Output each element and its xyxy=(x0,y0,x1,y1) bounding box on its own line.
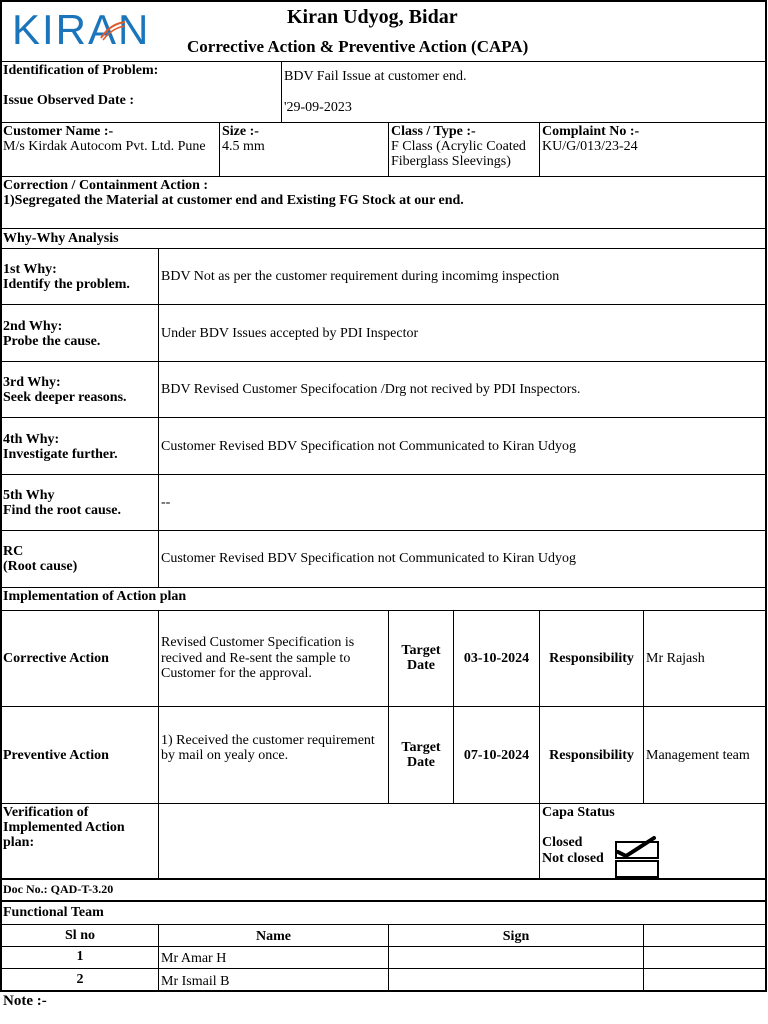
border xyxy=(539,122,540,176)
col-name: Name xyxy=(256,929,291,944)
responsibility-label: Responsibility xyxy=(549,651,634,666)
team-row-name: Mr Amar H xyxy=(161,951,227,966)
border xyxy=(0,900,767,902)
customer-label: Customer Name :- xyxy=(3,124,114,139)
identification-value: BDV Fail Issue at customer end. xyxy=(284,69,467,84)
verification-label: plan: xyxy=(3,835,35,850)
target-label: Target xyxy=(401,643,441,658)
corrective-target-date: 03-10-2024 xyxy=(463,651,530,666)
border xyxy=(219,122,220,176)
border xyxy=(0,946,767,947)
team-row-sl: 1 xyxy=(76,949,84,964)
note-label: Note :- xyxy=(3,993,47,1009)
border xyxy=(281,61,282,122)
capa-status-label: Capa Status xyxy=(542,805,615,820)
preventive-text: 1) Received the customer requirement xyxy=(161,733,375,748)
root-cause-label: RC xyxy=(3,544,24,559)
border xyxy=(0,610,767,611)
why-label: 2nd Why: xyxy=(3,319,63,334)
corrective-responsible: Mr Rajash xyxy=(646,651,705,666)
why-label: Probe the cause. xyxy=(3,334,101,349)
implementation-heading: Implementation of Action plan xyxy=(3,589,187,604)
col-sl-no: Sl no xyxy=(65,928,95,943)
preventive-text: by mail on yealy once. xyxy=(161,748,289,763)
border xyxy=(453,610,454,803)
team-row-sl: 2 xyxy=(76,972,84,987)
company-name: Kiran Udyog, Bidar xyxy=(287,6,458,28)
why-label: Find the root cause. xyxy=(3,503,121,518)
customer-value: M/s Kirdak Autocom Pvt. Ltd. Pune xyxy=(3,139,206,154)
preventive-responsible: Management team xyxy=(646,748,750,763)
border xyxy=(0,990,767,992)
not-closed-checkbox[interactable] xyxy=(616,861,658,877)
why-label: Identify the problem. xyxy=(3,277,130,292)
responsibility-label: Responsibility xyxy=(549,748,634,763)
border xyxy=(643,610,644,803)
size-label: Size :- xyxy=(222,124,259,139)
not-closed-label: Not closed xyxy=(542,851,604,866)
border xyxy=(0,228,767,229)
corrective-action-label: Corrective Action xyxy=(3,651,109,666)
border xyxy=(0,803,767,804)
size-value: 4.5 mm xyxy=(222,139,265,154)
verification-label: Verification of xyxy=(3,805,89,820)
why-label: Investigate further. xyxy=(3,447,118,462)
doc-number: Doc No.: QAD-T-3.20 xyxy=(3,882,114,896)
why-label: 4th Why: xyxy=(3,432,60,447)
border xyxy=(0,530,767,531)
target-label: Target xyxy=(401,740,441,755)
border xyxy=(765,0,767,992)
kiran-logo xyxy=(12,8,162,52)
corrective-text: Customer for the approval. xyxy=(161,666,312,681)
corrective-text: recived and Re-sent the sample to xyxy=(161,651,351,666)
border xyxy=(0,0,2,992)
why-answer: Under BDV Issues accepted by PDI Inspector xyxy=(161,326,419,341)
complaint-value: KU/G/013/23-24 xyxy=(542,139,638,154)
border xyxy=(0,361,767,362)
observed-date-label: Issue Observed Date : xyxy=(3,93,135,108)
border xyxy=(0,248,767,249)
why-label: 1st Why: xyxy=(3,262,57,277)
border xyxy=(0,587,767,588)
col-sign: Sign xyxy=(502,929,530,944)
why-label: Seek deeper reasons. xyxy=(3,390,127,405)
target-label: Date xyxy=(407,658,435,673)
border xyxy=(0,304,767,305)
border xyxy=(0,474,767,475)
why-label: 5th Why xyxy=(3,488,55,503)
preventive-target-date: 07-10-2024 xyxy=(463,748,530,763)
logo-text: KIRAN xyxy=(12,6,151,53)
verification-label: Implemented Action xyxy=(3,820,125,835)
border xyxy=(0,417,767,418)
class-value-line1: F Class (Acrylic Coated xyxy=(391,139,526,154)
border xyxy=(0,176,767,177)
why-answer: Customer Revised BDV Specification not Communicated to Kiran Udyog xyxy=(161,439,577,454)
correction-text: 1)Segregated the Material at customer end and Existing FG Stock at our end. xyxy=(3,193,464,208)
why-answer: BDV Not as per the customer requirement during incomimg inspection xyxy=(161,269,560,284)
complaint-label: Complaint No :- xyxy=(542,124,640,139)
border xyxy=(158,248,159,587)
border xyxy=(0,122,767,123)
status-checkboxes xyxy=(614,836,660,880)
class-label: Class / Type :- xyxy=(391,124,476,139)
target-label: Date xyxy=(407,755,435,770)
closed-label: Closed xyxy=(542,835,583,850)
why-answer: BDV Revised Customer Specifocation /Drg not recived by PDI Inspectors. xyxy=(161,382,581,397)
why-label: 3rd Why: xyxy=(3,375,61,390)
preventive-action-label: Preventive Action xyxy=(3,748,109,763)
closed-checkbox[interactable] xyxy=(616,838,658,858)
border xyxy=(0,0,767,2)
corrective-text: Revised Customer Specification is xyxy=(161,635,355,650)
form-title: Corrective Action & Preventive Action (CAPA) xyxy=(187,37,529,56)
observed-date-value: '29-09-2023 xyxy=(284,100,352,115)
root-cause-label: (Root cause) xyxy=(3,559,78,574)
why-analysis-heading: Why-Why Analysis xyxy=(3,231,119,246)
functional-team-heading: Functional Team xyxy=(3,905,104,920)
border xyxy=(0,61,767,62)
identification-label: Identification of Problem: xyxy=(3,63,159,78)
root-cause-answer: Customer Revised BDV Specification not Communicated to Kiran Udyog xyxy=(161,551,577,566)
border xyxy=(0,706,767,707)
class-value-line2: Fiberglass Sleevings) xyxy=(391,154,511,169)
border xyxy=(0,924,767,925)
border xyxy=(0,968,767,969)
border xyxy=(388,610,389,803)
why-answer: -- xyxy=(161,495,171,510)
border xyxy=(643,924,644,990)
correction-label: Correction / Containment Action : xyxy=(3,178,209,193)
border xyxy=(158,610,159,878)
logo-swoosh-icon xyxy=(100,20,126,42)
border xyxy=(388,122,389,176)
team-row-name: Mr Ismail B xyxy=(161,974,230,989)
